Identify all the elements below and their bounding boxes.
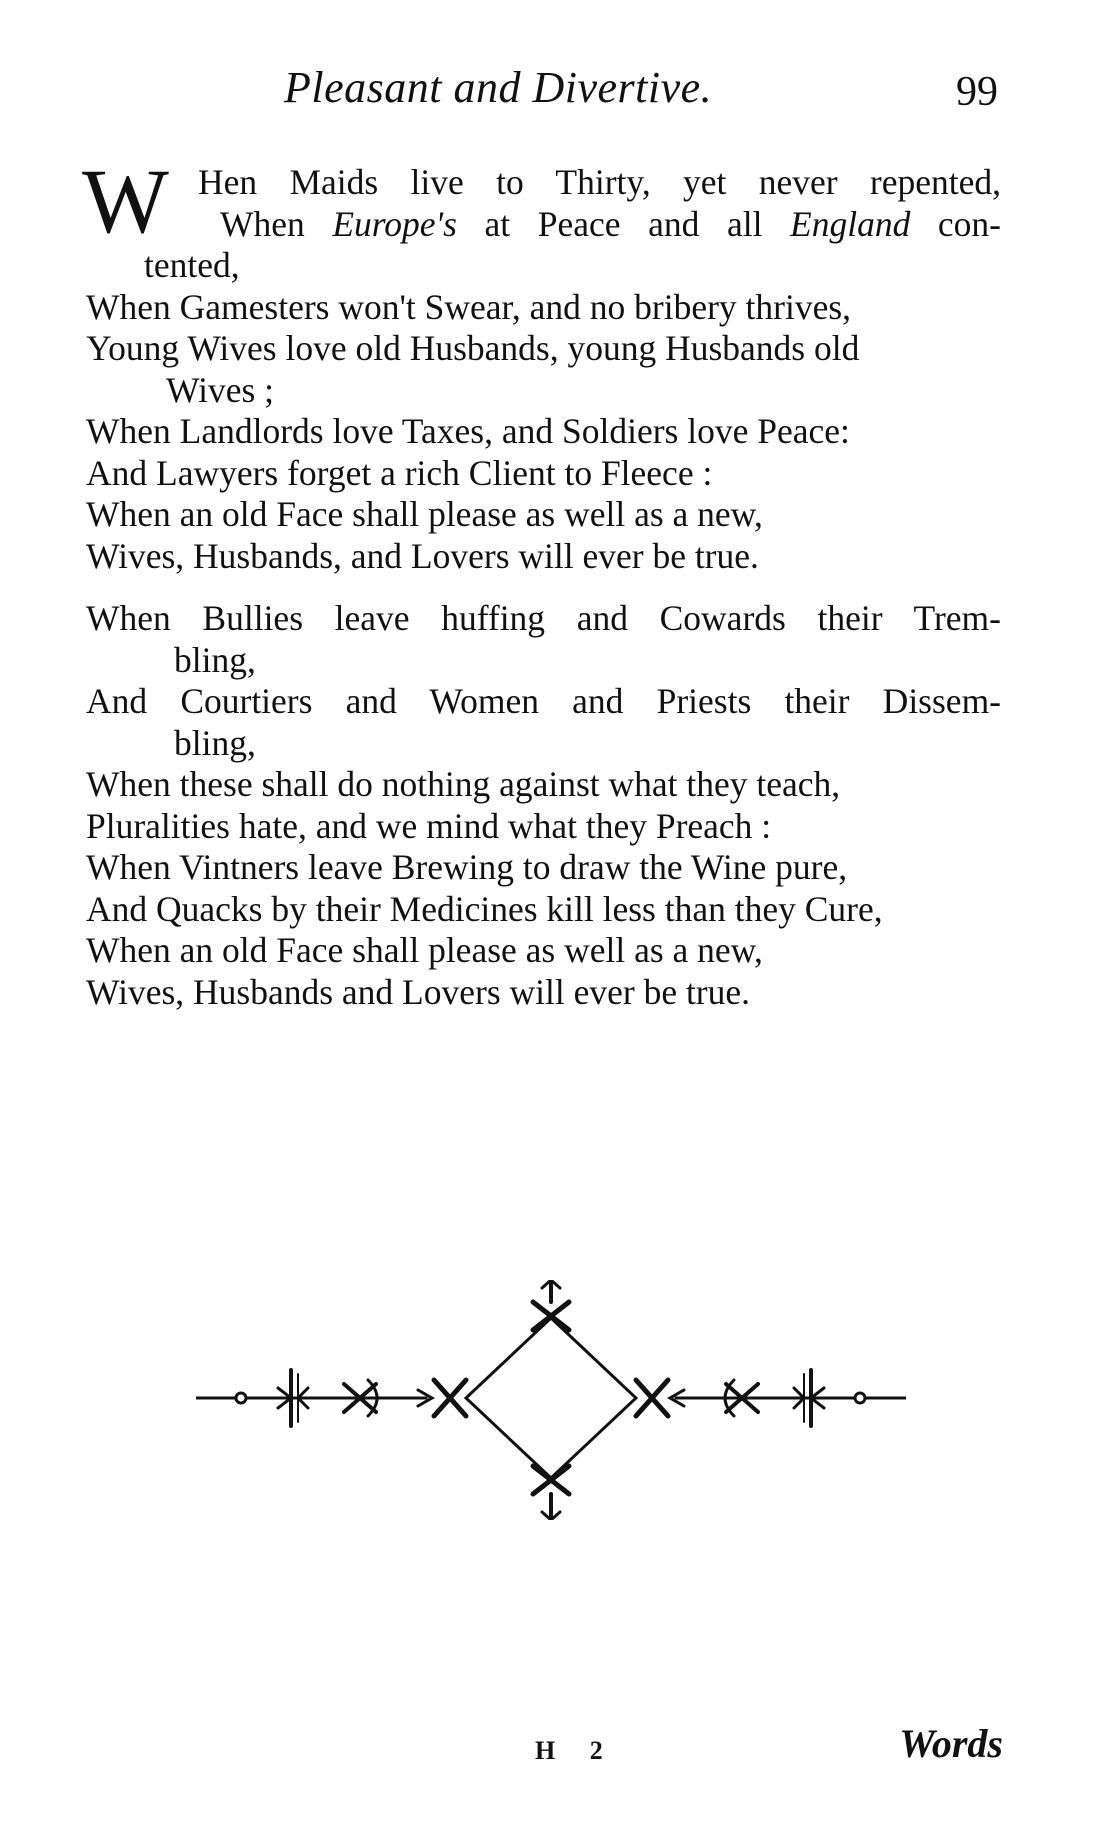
verse-line: When these shall do nothing against what they teach, [86, 764, 841, 804]
verse-line [198, 204, 1001, 246]
verse-line: Pluralities hate, and we mind what they Preach : [86, 805, 772, 846]
verse-line: When an old Face shall please as well as a new, [86, 494, 763, 534]
verse-line: When Vintners leave Brewing to draw the Wine pure, [86, 847, 848, 887]
verse-line: Wives, Husbands and Lovers will ever be true. [86, 971, 751, 1012]
verse-line: And Quacks by their Medicines kill less than they Cure, [86, 888, 883, 929]
running-title: Pleasant and Divertive. [284, 63, 713, 112]
stanza-2 [86, 598, 1001, 1013]
verse-line: tented, [144, 245, 240, 285]
verse-line: Wives ; [166, 369, 275, 410]
verse-fragment: When [220, 203, 333, 244]
verse-line: bling, [174, 722, 256, 763]
drop-cap: W [82, 150, 169, 252]
verse-fragment: at Peace and all [456, 203, 791, 244]
running-head [84, 62, 1004, 126]
catchword: Words [899, 1721, 1003, 1766]
verse-fragment: con- [910, 203, 1001, 244]
verse-line: Young Wives love old Husbands, young Husbands old [86, 328, 860, 368]
stanza-1 [82, 150, 1001, 577]
page-number: 99 [956, 69, 998, 115]
italic-place-name: Europe's [332, 203, 457, 244]
verse-line: Wives, Husbands, and Lovers will ever be true. [86, 535, 759, 576]
stanza-opening [82, 150, 1001, 252]
ornament-icon [196, 1280, 906, 1520]
verse-line: And Courtiers and Women and Priests their Dissem- [86, 681, 1001, 721]
signature-mark: H 2 [535, 1736, 617, 1765]
verse-line: And Lawyers forget a rich Client to Fleece : [86, 452, 713, 493]
verse-line: When Bullies leave huffing and Cowards their Trem- [86, 598, 1001, 638]
verse-line: Hen Maids live to Thirty, yet never repented, [198, 162, 1001, 202]
verse-line: When an old Face shall please as well as a new, [86, 930, 763, 970]
verse-line: bling, [174, 639, 256, 680]
verse-line: When Landlords love Taxes, and Soldiers love Peace: [86, 411, 850, 451]
italic-place-name: England [790, 203, 911, 244]
verse-line: When Gamesters won't Swear, and no bribery thrives, [86, 286, 852, 327]
